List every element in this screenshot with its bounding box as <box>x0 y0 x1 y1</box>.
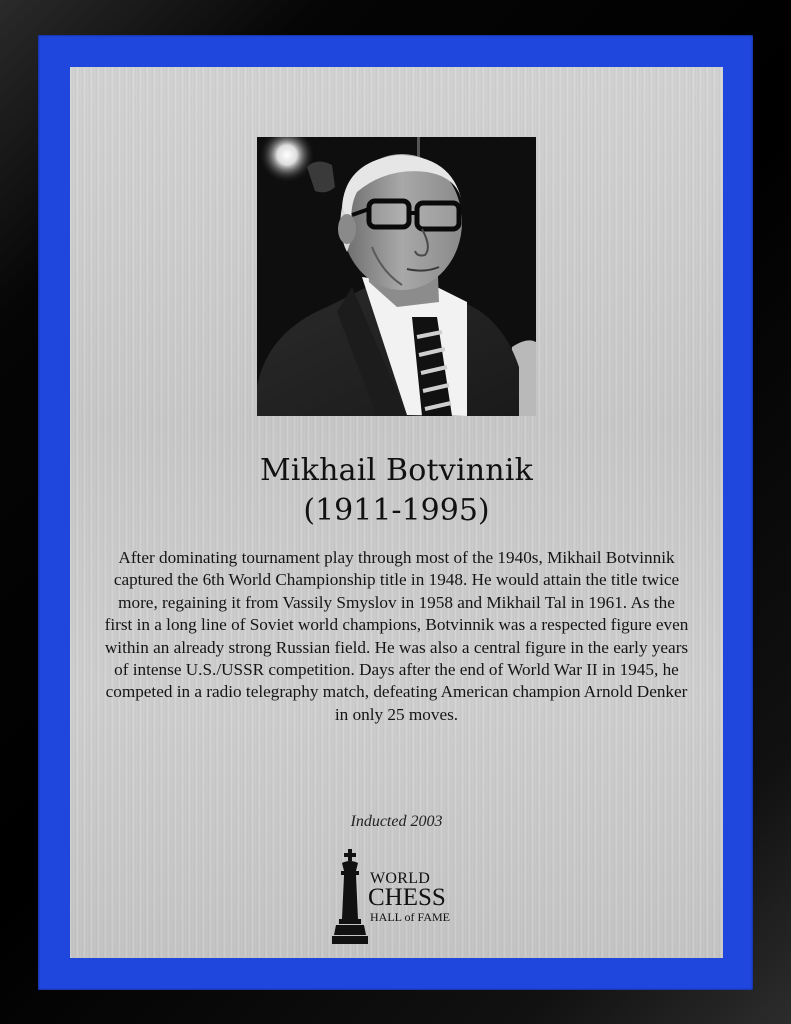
logo-word-world: WORLD <box>370 870 431 887</box>
hall-of-fame-logo <box>332 847 472 947</box>
inductee-biography: After dominating tournament play through most of the 1940s, Mikhail Botvinnik captured the 6th World Championship title in 1948. He would attain the title twice more, regaining it from Vassily Smyslov in 1958 and Mikhail Tal in 1961. As the first in a long line of Soviet world champions, Botvinnik was a respected figure even within an already strong Russian field. He was also a central figure in the early years of intense U.S./USSR competition. Days after the end of World War II in 1945, he competed in a radio telegraphy match, defeating American champion Arnold Denker in only 25 moves. <box>104 548 689 724</box>
logo-word-chess: CHESS <box>368 884 446 911</box>
brushed-metal-plate <box>70 67 723 958</box>
logo-word-hall-of-fame: HALL of FAME <box>370 910 450 924</box>
portrait-photo <box>257 137 536 416</box>
induction-year: Inducted 2003 <box>350 813 443 830</box>
inductee-name: Mikhail Botvinnik <box>260 453 533 488</box>
chess-king-icon <box>332 849 368 947</box>
inductee-years: (1911-1995) <box>303 493 490 528</box>
portrait-image <box>257 137 536 416</box>
